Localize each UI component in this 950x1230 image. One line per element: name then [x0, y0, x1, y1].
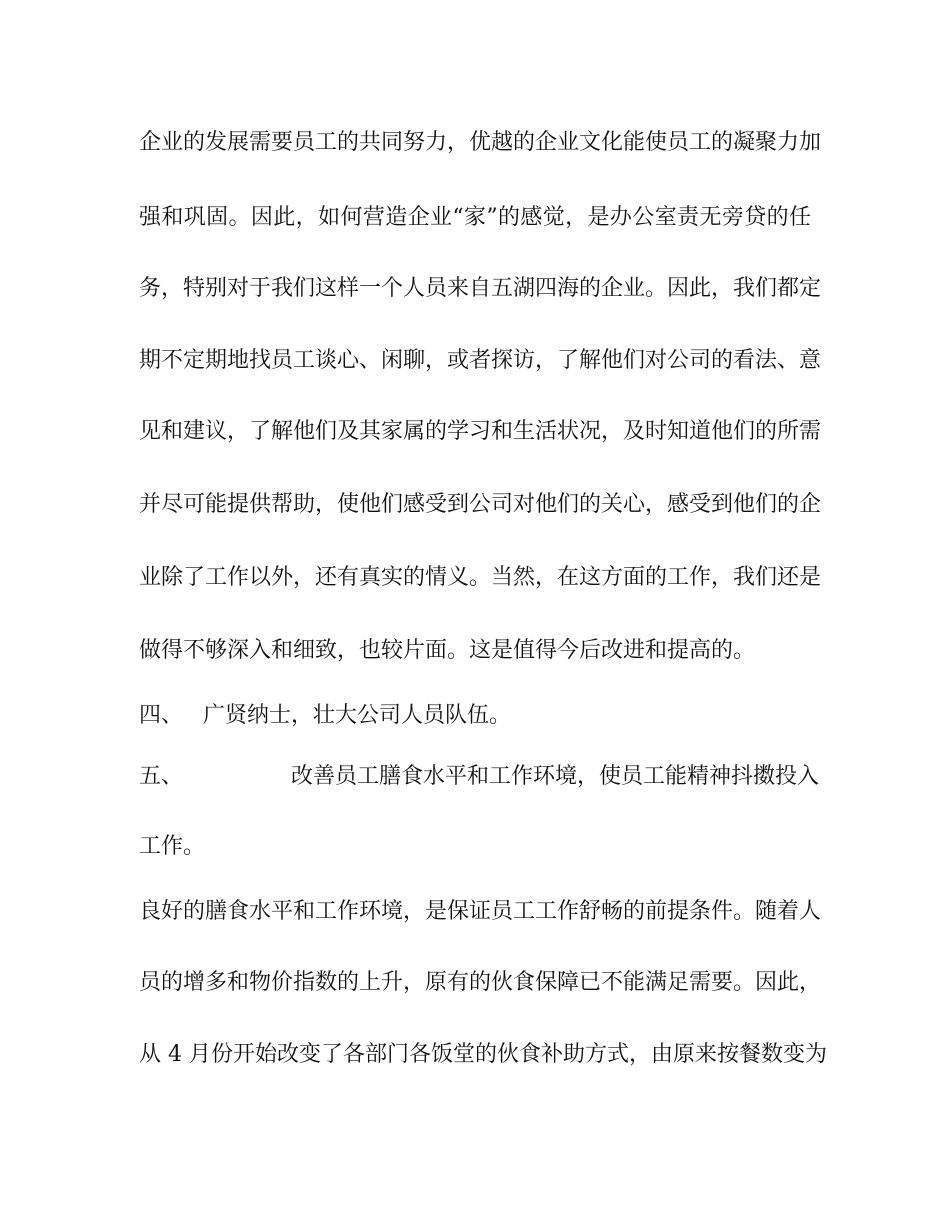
- paragraph-2-line-1: 良好的膳食水平和工作环境，是保证员工工作舒畅的前提条件。随着人: [139, 899, 822, 924]
- paragraph-1-line-4: 期不定期地找员工谈心、闲聊，或者探访，了解他们对公司的看法、意: [139, 348, 822, 373]
- paragraph-1-line-7: 业除了工作以外，还有真实的情义。当然，在这方面的工作，我们还是: [139, 565, 822, 590]
- paragraph-1-line-3: 务，特别对于我们这样一个人员来自五湖四海的企业。因此，我们都定: [139, 276, 822, 301]
- section-number-5: 五、: [139, 764, 184, 789]
- paragraph-1-line-6: 并尽可能提供帮助，使他们感受到公司对他们的关心，感受到他们的企: [139, 492, 822, 517]
- section-heading-4: [139, 701, 811, 731]
- section-title-5-continuation: 工作。: [139, 834, 206, 859]
- paragraph-2-line-3: 从 4 月份开始改变了各部门各饭堂的伙食补助方式，由原来按餐数变为: [139, 1042, 827, 1067]
- paragraph-1-line-2: 强和巩固。因此，如何营造企业“家”的感觉，是办公室责无旁贷的任: [139, 205, 811, 230]
- paragraph-2-line-2: 员的增多和物价指数的上升，原有的伙食保障已不能满足需要。因此，: [139, 970, 822, 995]
- section-heading-5: [139, 762, 820, 792]
- section-title-5: 改善员工膳食水平和工作环境，使员工能精神抖擞投入: [291, 764, 820, 789]
- section-title-4: 广贤纳士，壮大公司人员队伍。: [203, 703, 512, 728]
- paragraph-1-line-8: 做得不够深入和细致，也较片面。这是值得今后改进和提高的。: [139, 638, 756, 663]
- paragraph-1-line-1: 企业的发展需要员工的共同努力，优越的企业文化能使员工的凝聚力加: [139, 130, 822, 155]
- section-number-4: 四、: [139, 703, 184, 728]
- paragraph-1-line-5: 见和建议，了解他们及其家属的学习和生活状况，及时知道他们的所需: [139, 419, 822, 444]
